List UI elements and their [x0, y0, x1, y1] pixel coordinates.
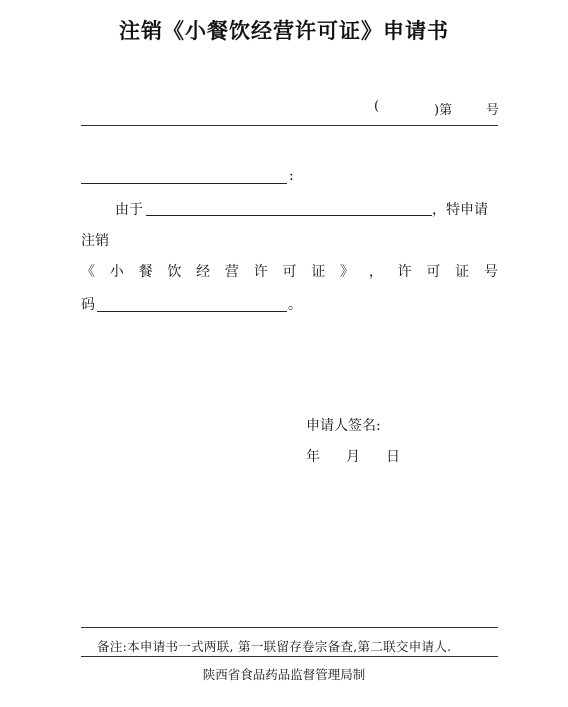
header-divider	[81, 125, 498, 126]
body-line-4-end: 。	[288, 297, 302, 313]
body-char: 》	[340, 264, 355, 280]
body-char: 证	[455, 264, 470, 280]
body-char: 许	[397, 264, 412, 280]
body-char: ，	[368, 264, 383, 280]
body-line-2: 注销	[81, 233, 109, 249]
body-char: 可	[426, 264, 441, 280]
page-title: 注销《小餐饮经营许可证》申请书	[119, 19, 449, 43]
body-line-4-prefix: 码	[81, 297, 95, 313]
body-char: 号	[483, 264, 498, 280]
note-top-divider	[81, 627, 498, 628]
note-text: 备注:本申请书一式两联, 第一联留存卷宗备查,第二联交申请人.	[97, 639, 452, 654]
body-char: 小	[109, 264, 124, 280]
body-char: 可	[282, 264, 297, 280]
signature-year: 年	[306, 449, 320, 465]
addressee-blank[interactable]	[81, 183, 287, 184]
body-char: 《	[81, 264, 95, 280]
body-line-3	[81, 261, 498, 281]
body-char: 餐	[138, 264, 153, 280]
body-char: 许	[253, 264, 268, 280]
body-char: 饮	[167, 264, 182, 280]
reason-prefix: 由于	[115, 202, 143, 218]
signature-month: 月	[346, 449, 360, 465]
doc-number-close-paren: )第	[434, 103, 453, 118]
body-char: 证	[311, 264, 326, 280]
addressee-colon: :	[289, 168, 294, 184]
doc-number-suffix: 号	[486, 103, 500, 118]
note-bottom-divider	[81, 656, 498, 657]
body-char: 经	[196, 264, 211, 280]
reason-suffix: ，特申请	[432, 202, 488, 218]
reason-blank[interactable]	[146, 215, 432, 216]
signature-day: 日	[386, 449, 400, 465]
license-number-blank[interactable]	[97, 311, 287, 312]
doc-number-open-paren: (	[374, 99, 380, 114]
body-char: 营	[224, 264, 239, 280]
signature-label: 申请人签名:	[306, 418, 381, 434]
issuer-footer: 陕西省食品药品监督管理局制	[202, 667, 366, 682]
